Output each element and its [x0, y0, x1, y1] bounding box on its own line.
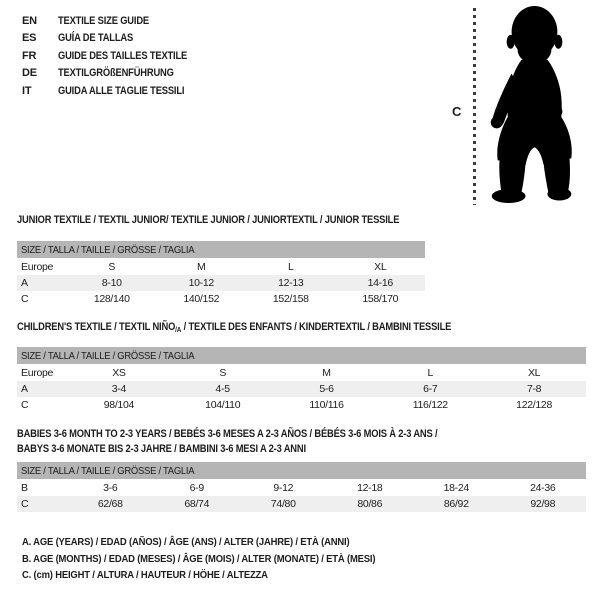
- footnotes: [22, 536, 415, 586]
- table-cell: 122/128: [516, 399, 553, 411]
- language-code: DE: [22, 67, 37, 80]
- language-label: TEXTILE SIZE GUIDE: [58, 14, 149, 27]
- table-cell: 140/152: [183, 293, 220, 305]
- table-cell: 152/158: [272, 293, 309, 305]
- language-row: [22, 12, 210, 30]
- footnote-age-months: B. AGE (MONTHS) / EDAD (MESES) / ÂGE (MOIS) / ALTER (MONATE) / ETÀ (MESI): [22, 552, 376, 565]
- babies-size-table: [17, 462, 586, 512]
- table-cell: 7-8: [526, 383, 542, 395]
- table-cell: L: [427, 367, 434, 379]
- table-row: [17, 496, 586, 512]
- table-cell: 18-24: [443, 482, 469, 494]
- language-row: [22, 47, 210, 65]
- size-header-label: SIZE / TALLA / TAILLE / GRÖSSE / TAGLIA: [21, 464, 195, 477]
- table-row: [17, 480, 586, 496]
- table-cell: 86/92: [443, 498, 469, 510]
- baby-silhouette-icon: [481, 4, 588, 205]
- table-cell: S: [108, 261, 116, 273]
- size-header-label: SIZE / TALLA / TAILLE / GRÖSSE / TAGLIA: [21, 243, 195, 256]
- language-label: GUÍA DE TALLAS: [58, 32, 134, 45]
- table-row: [17, 397, 586, 413]
- row-label: C: [21, 498, 29, 510]
- table-cell: XL: [527, 367, 541, 379]
- size-header-bar: [17, 347, 586, 364]
- junior-table-title: JUNIOR TEXTILE / TEXTIL JUNIOR/ TEXTILE JUNIOR / JUNIORTEXTIL / JUNIOR TESSILE: [17, 214, 400, 226]
- subscript-text: /A: [175, 325, 182, 334]
- size-header-bar: [17, 241, 425, 258]
- row-label: A: [21, 277, 28, 289]
- table-row: [17, 259, 425, 275]
- footnote-height-cm: C. (cm) HEIGHT / ALTURA / HAUTEUR / HÖHE / ALTEZZA: [22, 569, 268, 581]
- table-row: [17, 291, 425, 307]
- height-measure-dotted-line: [473, 8, 476, 205]
- table-cell: 116/122: [412, 399, 448, 411]
- table-cell: M: [197, 261, 206, 273]
- table-cell: 104/110: [205, 399, 241, 411]
- table-cell: 14-16: [367, 277, 393, 289]
- table-cell: XL: [374, 261, 387, 273]
- table-cell: 74/80: [270, 498, 296, 510]
- table-cell: M: [322, 367, 331, 379]
- row-label: C: [21, 399, 29, 411]
- table-row: [17, 365, 586, 381]
- footnote-age-years: A. AGE (YEARS) / EDAD (AÑOS) / ÂGE (ANS) / ALTER (JAHRE) / ETÀ (ANNI): [22, 536, 350, 548]
- size-header-label: SIZE / TALLA / TAILLE / GRÖSSE / TAGLIA: [21, 349, 195, 362]
- children-table-title: CHILDREN'S TEXTILE / TEXTIL $NIÑO_{/A}$ / TEXTILE DES ENFANTS / KINDERTEXTIL / BAMBINI TESSILE: [17, 321, 452, 334]
- table-cell: S: [219, 367, 227, 379]
- language-list: [22, 12, 210, 100]
- table-cell: 98/104: [103, 399, 135, 411]
- table-cell: 80/86: [357, 498, 383, 510]
- table-cell: 9-12: [273, 482, 294, 494]
- language-code: ES: [22, 32, 37, 45]
- language-code: FR: [22, 49, 37, 62]
- language-row: [22, 30, 210, 48]
- table-cell: 12-18: [357, 482, 383, 494]
- row-label: Europe: [21, 367, 54, 379]
- table-cell: XS: [112, 367, 126, 379]
- language-row: [22, 82, 210, 100]
- table-cell: 24-36: [530, 482, 556, 494]
- table-row: [17, 275, 425, 291]
- children-size-table: [17, 347, 586, 413]
- table-cell: 5-6: [319, 383, 334, 395]
- table-cell: L: [287, 261, 294, 273]
- language-label: GUIDA ALLE TAGLIE TESSILI: [58, 84, 185, 97]
- table-cell: 110/116: [309, 399, 344, 411]
- table-cell: 68/74: [184, 498, 210, 510]
- table-cell: 6-7: [423, 383, 438, 395]
- row-label: A: [21, 383, 28, 395]
- table-cell: 62/68: [97, 498, 123, 510]
- table-cell: 12-13: [278, 277, 304, 289]
- table-cell: 6-9: [189, 482, 204, 494]
- babies-table-title: BABIES 3-6 MONTH TO 2-3 YEARS / BEBÉS 3-6 MESES A 2-3 AÑOS / BÉBÉS 3-6 MOIS À 2-3 ANS / BABYS 3-6 MONATE BIS 2-3 JAHRE / BAMBINI 3-6 MESI A 2-3 ANNI: [17, 428, 438, 455]
- language-label: GUIDE DES TAILLES TEXTILE: [58, 49, 188, 62]
- height-measure-label: C: [452, 104, 462, 119]
- table-cell: 4-5: [215, 383, 230, 395]
- row-label: B: [21, 482, 28, 494]
- table-row: [17, 381, 586, 397]
- language-code: IT: [22, 84, 32, 97]
- table-cell: 10-12: [188, 277, 214, 289]
- language-row: [22, 65, 210, 83]
- table-cell: 8-10: [101, 277, 122, 289]
- table-cell: 158/170: [362, 293, 399, 305]
- row-label: Europe: [21, 261, 54, 273]
- table-cell: 92/98: [530, 498, 556, 510]
- table-cell: 128/140: [93, 293, 130, 305]
- row-label: C: [21, 293, 29, 305]
- junior-size-table: [17, 241, 425, 307]
- language-label: TEXTILGRÖßENFÜHRUNG: [58, 67, 174, 80]
- language-code: EN: [22, 14, 37, 27]
- table-cell: 3-6: [103, 482, 118, 494]
- table-cell: 3-4: [111, 383, 127, 395]
- size-header-bar: [17, 462, 586, 479]
